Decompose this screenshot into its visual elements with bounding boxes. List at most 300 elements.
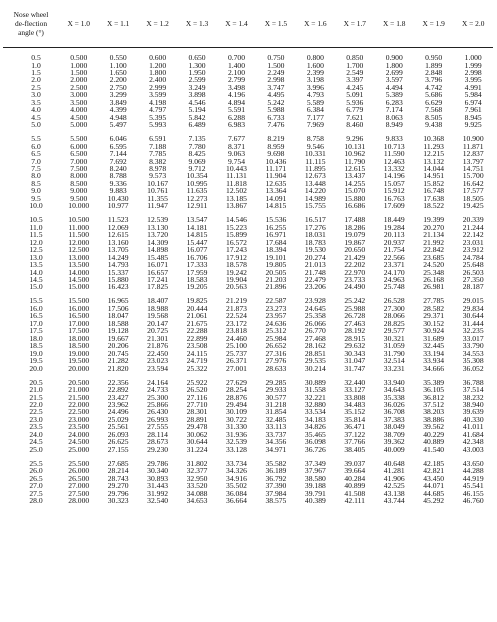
value-cell: 21.992 [423, 237, 445, 247]
value-cell: 12.463 [383, 156, 405, 166]
angle-cell: 8.0 [31, 171, 41, 181]
value-cell: 5.984 [464, 90, 482, 100]
value-cell: 20.505 [265, 267, 287, 277]
value-cell: 11.355 [147, 193, 168, 203]
value-cell: 25.500 [68, 458, 90, 468]
value-cell: 27.316 [265, 348, 287, 358]
value-cell: 4.742 [425, 82, 443, 92]
value-cell: 8.949 [385, 120, 403, 130]
value-cell: 4.198 [149, 97, 167, 107]
angle-cell: 10.5 [29, 215, 43, 225]
angle-cell: 26.0 [29, 466, 43, 476]
value-cell: 28.876 [226, 392, 247, 402]
value-cell: 33.127 [344, 385, 366, 395]
value-cell: 25.100 [226, 341, 247, 351]
value-cell: 8.460 [346, 120, 364, 130]
angle-cell: 9.5 [31, 193, 41, 203]
column-header: X = 1.2 [146, 19, 169, 29]
value-cell: 36.664 [226, 495, 247, 505]
value-cell: 12.911 [186, 201, 208, 211]
value-cell: 13.437 [344, 171, 366, 181]
value-cell: 14.500 [68, 274, 90, 284]
value-cell: 23.508 [186, 341, 208, 351]
angle-cell: 1.5 [31, 68, 41, 77]
value-cell: 19.079 [344, 230, 366, 240]
value-cell: 26.520 [186, 385, 208, 395]
angle-cell: 4.0 [31, 105, 41, 115]
value-cell: 10.962 [344, 149, 366, 159]
value-cell: 13.000 [68, 252, 90, 262]
value-cell: 13.705 [107, 245, 129, 255]
value-cell: 12.502 [226, 186, 247, 196]
value-cell: 17.959 [186, 267, 208, 277]
value-cell: 32.440 [344, 377, 366, 387]
value-cell: 7.144 [109, 149, 127, 159]
value-cell: 25.748 [383, 282, 405, 292]
value-cell: 21.282 [107, 356, 129, 366]
value-cell: 32.235 [462, 326, 484, 336]
value-cell: 38.203 [423, 407, 445, 417]
value-cell: 16.423 [107, 282, 129, 292]
value-cell: 11.171 [265, 164, 287, 174]
value-cell: 21.013 [304, 260, 326, 270]
deflection-table [3, 2, 493, 504]
value-cell: 31.330 [226, 422, 247, 432]
value-cell: 31.059 [383, 341, 405, 351]
angle-cell: 17.0 [29, 318, 43, 328]
value-cell: 10.995 [186, 178, 208, 188]
value-cell: 39.188 [304, 481, 326, 491]
value-cell: 6.500 [70, 149, 88, 159]
value-cell: 32.540 [147, 495, 169, 505]
value-cell: 11.871 [462, 141, 484, 151]
value-cell: 11.818 [226, 178, 247, 188]
value-cell: 28.066 [383, 311, 405, 321]
value-cell: 1.500 [267, 60, 285, 70]
value-cell: 8.505 [425, 112, 443, 122]
value-cell: 22.892 [107, 385, 129, 395]
value-cell: 9.883 [109, 186, 127, 196]
value-cell: 20.000 [68, 363, 90, 373]
value-cell: 24.520 [423, 260, 445, 270]
value-cell: 1.000 [70, 60, 88, 70]
value-cell: 5.842 [188, 112, 206, 122]
value-cell: 34.088 [186, 488, 208, 498]
value-cell: 7.677 [227, 134, 246, 144]
value-cell: 21.301 [147, 333, 169, 343]
value-cell: 29.834 [462, 303, 484, 313]
value-cell: 2.400 [149, 75, 167, 85]
value-cell: 34.326 [226, 466, 247, 476]
value-cell: 17.276 [304, 222, 326, 232]
value-cell: 7.188 [149, 141, 167, 151]
value-cell: 32.377 [186, 466, 208, 476]
value-cell: 15.000 [68, 282, 90, 292]
value-cell: 28.673 [147, 437, 169, 447]
value-cell: 8.758 [306, 134, 324, 144]
value-cell: 11.895 [305, 164, 326, 174]
value-cell: 29.535 [304, 356, 326, 366]
angle-cell: 17.5 [29, 326, 43, 336]
value-cell: 0.550 [109, 53, 127, 63]
value-cell: 29.015 [462, 296, 484, 306]
value-cell: 11.293 [423, 141, 444, 151]
value-cell: 4.399 [109, 105, 127, 115]
value-cell: 4.500 [70, 112, 88, 122]
value-cell: 7.621 [346, 112, 364, 122]
value-cell: 11.115 [305, 156, 326, 166]
value-cell: 18.407 [147, 296, 169, 306]
value-cell: 31.802 [186, 458, 208, 468]
value-cell: 25.648 [462, 260, 484, 270]
value-cell: 24.500 [68, 437, 90, 447]
value-cell: 19.867 [344, 237, 366, 247]
value-cell: 36.026 [383, 399, 405, 409]
value-cell: 3.599 [149, 90, 167, 100]
value-cell: 13.797 [462, 156, 484, 166]
value-cell: 22.000 [68, 399, 90, 409]
value-cell: 14.091 [265, 193, 287, 203]
value-cell: 44.288 [462, 466, 484, 476]
value-cell: 14.793 [107, 260, 129, 270]
value-cell: 34.826 [304, 422, 326, 432]
corner-line-3: angle (°) [18, 27, 44, 37]
value-cell: 40.229 [423, 429, 445, 439]
value-cell: 30.109 [226, 407, 247, 417]
value-cell: 6.974 [464, 97, 482, 107]
value-cell: 21.244 [462, 222, 484, 232]
value-cell: 24.963 [383, 274, 405, 284]
value-cell: 31.443 [147, 481, 169, 491]
value-cell: 17.488 [344, 215, 366, 225]
value-cell: 35.465 [304, 429, 326, 439]
value-cell: 21.754 [383, 245, 405, 255]
value-cell: 14.546 [226, 215, 247, 225]
value-cell: 26.066 [304, 318, 326, 328]
value-cell: 18.047 [107, 311, 129, 321]
angle-cell: 14.0 [29, 267, 43, 277]
value-cell: 17.000 [68, 318, 90, 328]
value-cell: 9.296 [346, 134, 364, 144]
value-cell: 15.337 [107, 267, 129, 277]
value-cell: 41.011 [462, 422, 484, 432]
value-cell: 2.500 [70, 82, 88, 92]
value-cell: 17.638 [423, 193, 445, 203]
value-cell: 28.851 [304, 348, 326, 358]
value-cell: 27.468 [304, 333, 326, 343]
value-cell: 30.924 [423, 326, 445, 336]
value-cell: 21.429 [344, 252, 366, 262]
angle-cell: 3.0 [31, 90, 41, 100]
value-cell: 3.849 [109, 97, 127, 107]
value-cell: 30.321 [383, 333, 405, 343]
value-cell: 38.232 [462, 392, 484, 402]
value-cell: 7.692 [109, 156, 127, 166]
value-cell: 38.575 [265, 495, 287, 505]
value-cell: 0.900 [385, 53, 403, 63]
value-cell: 18.522 [423, 201, 445, 211]
value-cell: 24.719 [186, 356, 208, 366]
value-cell: 7.476 [267, 120, 285, 130]
value-cell: 16.500 [68, 311, 90, 321]
value-cell: 40.284 [344, 473, 366, 483]
value-cell: 9.063 [227, 149, 246, 159]
value-cell: 11.500 [68, 230, 90, 240]
value-cell: 18.505 [462, 193, 484, 203]
value-cell: 17.243 [226, 245, 247, 255]
value-cell: 29.270 [107, 481, 129, 491]
value-cell: 38.886 [423, 414, 445, 424]
value-cell: 25.242 [344, 296, 366, 306]
value-cell: 1.100 [109, 60, 127, 70]
value-cell: 39.664 [344, 466, 366, 476]
value-cell: 11.904 [265, 171, 287, 181]
value-cell: 35.338 [383, 392, 405, 402]
value-cell: 39.639 [462, 407, 484, 417]
angle-cell: 3.5 [31, 97, 41, 107]
value-cell: 28.891 [186, 414, 208, 424]
value-cell: 20.339 [462, 215, 484, 225]
angle-cell: 19.0 [29, 348, 43, 358]
value-cell: 33.737 [265, 429, 287, 439]
value-cell: 33.534 [304, 407, 326, 417]
value-cell: 26.528 [383, 296, 405, 306]
value-cell: 6.283 [385, 97, 403, 107]
value-cell: 5.988 [267, 105, 285, 115]
value-cell: 37.390 [265, 481, 287, 491]
value-cell: 37.766 [344, 437, 366, 447]
table-row [3, 121, 493, 128]
value-cell: 30.644 [186, 437, 208, 447]
value-cell: 1.950 [188, 68, 206, 77]
value-cell: 12.215 [423, 149, 445, 159]
value-cell: 23.818 [226, 326, 247, 336]
value-cell: 3.597 [385, 75, 403, 85]
value-cell: 19.825 [186, 296, 208, 306]
value-cell: 16.517 [304, 215, 326, 225]
value-cell: 37.984 [265, 488, 287, 498]
angle-cell: 4.5 [31, 112, 41, 122]
angle-cell: 11.0 [29, 222, 43, 232]
value-cell: 35.152 [344, 407, 366, 417]
value-cell: 20.206 [107, 341, 129, 351]
value-cell: 5.242 [267, 97, 285, 107]
value-cell: 46.760 [462, 495, 484, 505]
value-cell: 23.500 [68, 422, 90, 432]
angle-cell: 12.0 [29, 237, 43, 247]
value-cell: 23.912 [462, 245, 484, 255]
value-cell: 18.583 [186, 274, 208, 284]
value-cell: 0.650 [188, 53, 206, 63]
value-cell: 15.057 [383, 178, 405, 188]
value-cell: 9.500 [70, 193, 88, 203]
value-cell: 29.796 [107, 488, 129, 498]
value-cell: 26.093 [107, 429, 129, 439]
value-cell: 14.044 [423, 164, 445, 174]
angle-cell: 11.5 [29, 230, 43, 240]
value-cell: 43.650 [462, 458, 484, 468]
value-cell: 16.657 [147, 267, 169, 277]
value-cell: 27.116 [186, 392, 208, 402]
value-cell: 23.371 [383, 260, 405, 270]
value-cell: 21.896 [265, 282, 287, 292]
value-cell: 13.720 [147, 230, 169, 240]
table-row [3, 202, 493, 209]
angle-cell: 9.0 [31, 186, 41, 196]
value-cell: 7.500 [70, 164, 88, 174]
value-cell: 45.292 [423, 495, 445, 505]
value-cell: 16.077 [186, 245, 208, 255]
value-cell: 21.675 [186, 318, 208, 328]
value-cell: 7.135 [188, 134, 206, 144]
value-cell: 26.770 [304, 326, 326, 336]
value-cell: 12.539 [147, 215, 169, 225]
angle-cell: 16.5 [29, 311, 43, 321]
value-cell: 25.358 [304, 311, 326, 321]
value-cell: 46.155 [462, 488, 484, 498]
value-cell: 2.999 [149, 82, 167, 92]
value-cell: 27.155 [107, 444, 129, 454]
value-cell: 45.541 [462, 481, 484, 491]
value-cell: 2.750 [109, 82, 127, 92]
value-cell: 24.784 [462, 252, 484, 262]
value-cell: 12.615 [107, 230, 129, 240]
value-cell: 3.747 [267, 82, 285, 92]
value-cell: 32.880 [304, 399, 326, 409]
value-cell: 10.368 [423, 134, 445, 144]
value-cell: 31.689 [423, 333, 445, 343]
value-cell: 16.071 [147, 260, 169, 270]
value-cell: 5.497 [109, 120, 127, 130]
value-cell: 26.652 [265, 341, 287, 351]
value-cell: 17.577 [462, 186, 484, 196]
value-cell: 19.284 [383, 222, 405, 232]
value-cell: 9.546 [306, 141, 324, 151]
angle-cell: 0.5 [31, 53, 41, 63]
value-cell: 21.219 [226, 296, 247, 306]
column-header: X = 1.6 [304, 19, 327, 29]
value-cell: 7.961 [464, 105, 482, 115]
value-cell: 22.970 [344, 267, 366, 277]
value-cell: 12.615 [344, 164, 366, 174]
value-cell: 4.894 [227, 97, 246, 107]
value-cell: 16.965 [107, 296, 129, 306]
value-cell: 10.331 [304, 149, 326, 159]
value-cell: 40.889 [423, 437, 445, 447]
value-cell: 33.017 [462, 333, 484, 343]
value-cell: 11.131 [226, 171, 247, 181]
value-cell: 7.969 [306, 120, 324, 130]
value-cell: 34.553 [462, 348, 484, 358]
value-cell: 4.948 [109, 112, 127, 122]
value-cell: 36.812 [423, 392, 445, 402]
value-cell: 1.600 [306, 60, 324, 70]
value-cell: 23.273 [265, 303, 287, 313]
value-cell: 23.023 [147, 356, 169, 366]
value-cell: 1.899 [425, 60, 443, 70]
value-cell: 35.814 [344, 414, 366, 424]
angle-column-header [3, 2, 59, 47]
value-cell: 0.850 [346, 53, 364, 63]
value-cell: 10.761 [147, 186, 169, 196]
value-cell: 7.177 [306, 112, 324, 122]
value-cell: 36.098 [304, 437, 326, 447]
value-cell: 18.394 [265, 245, 287, 255]
value-cell: 21.820 [107, 363, 129, 373]
value-cell: 3.498 [227, 82, 246, 92]
value-cell: 19.000 [68, 348, 90, 358]
table-row [3, 497, 493, 504]
column-header: X = 1.1 [106, 19, 130, 29]
value-cell: 3.500 [70, 97, 88, 107]
value-cell: 27.685 [107, 458, 129, 468]
value-cell: 40.648 [383, 458, 405, 468]
value-cell: 15.880 [344, 193, 366, 203]
value-cell: 20.147 [147, 318, 169, 328]
value-cell: 21.000 [68, 385, 90, 395]
value-cell: 11.947 [147, 201, 168, 211]
value-cell: 35.308 [462, 356, 484, 366]
value-cell: 24.645 [304, 303, 326, 313]
angle-cell: 13.0 [29, 252, 43, 262]
value-cell: 29.494 [226, 399, 247, 409]
value-cell: 13.185 [226, 193, 247, 203]
value-cell: 1.700 [346, 60, 364, 70]
value-cell: 31.444 [462, 318, 484, 328]
value-cell: 24.733 [147, 385, 169, 395]
angle-cell: 13.5 [29, 260, 43, 270]
value-cell: 23.000 [68, 414, 90, 424]
value-cell: 2.549 [346, 68, 364, 77]
value-cell: 29.786 [147, 458, 169, 468]
value-cell: 0.950 [425, 53, 443, 63]
value-cell: 2.848 [425, 68, 443, 77]
value-cell: 41.281 [383, 466, 405, 476]
angle-cell: 2.0 [31, 75, 41, 85]
value-cell: 15.912 [383, 186, 405, 196]
value-cell: 22.566 [383, 252, 405, 262]
value-cell: 43.003 [462, 444, 484, 454]
value-cell: 40.389 [304, 495, 326, 505]
value-cell: 19.205 [186, 282, 208, 292]
value-cell: 27.001 [226, 363, 247, 373]
value-cell: 18.449 [383, 215, 405, 225]
value-cell: 6.288 [227, 112, 246, 122]
column-header: X = 2.0 [461, 19, 485, 29]
value-cell: 11.790 [344, 156, 366, 166]
value-cell: 29.577 [383, 326, 405, 336]
value-cell: 22.288 [186, 326, 208, 336]
value-cell: 26.168 [423, 274, 445, 284]
value-cell: 6.046 [109, 134, 127, 144]
value-cell: 24.164 [147, 377, 169, 387]
value-cell: 15.700 [462, 171, 484, 181]
value-cell: 2.100 [227, 68, 246, 77]
value-cell: 36.708 [383, 407, 405, 417]
value-cell: 32.514 [383, 356, 405, 366]
value-cell: 6.000 [70, 141, 88, 151]
value-cell: 1.000 [464, 53, 482, 63]
value-cell: 13.132 [423, 156, 445, 166]
value-cell: 31.558 [304, 385, 326, 395]
value-cell: 27.463 [344, 318, 366, 328]
value-cell: 13.160 [107, 237, 129, 247]
value-cell: 29.478 [186, 422, 208, 432]
table-body [3, 48, 493, 505]
value-cell: 32.485 [265, 414, 287, 424]
value-cell: 25.348 [423, 267, 445, 277]
value-cell: 36.084 [226, 488, 247, 498]
